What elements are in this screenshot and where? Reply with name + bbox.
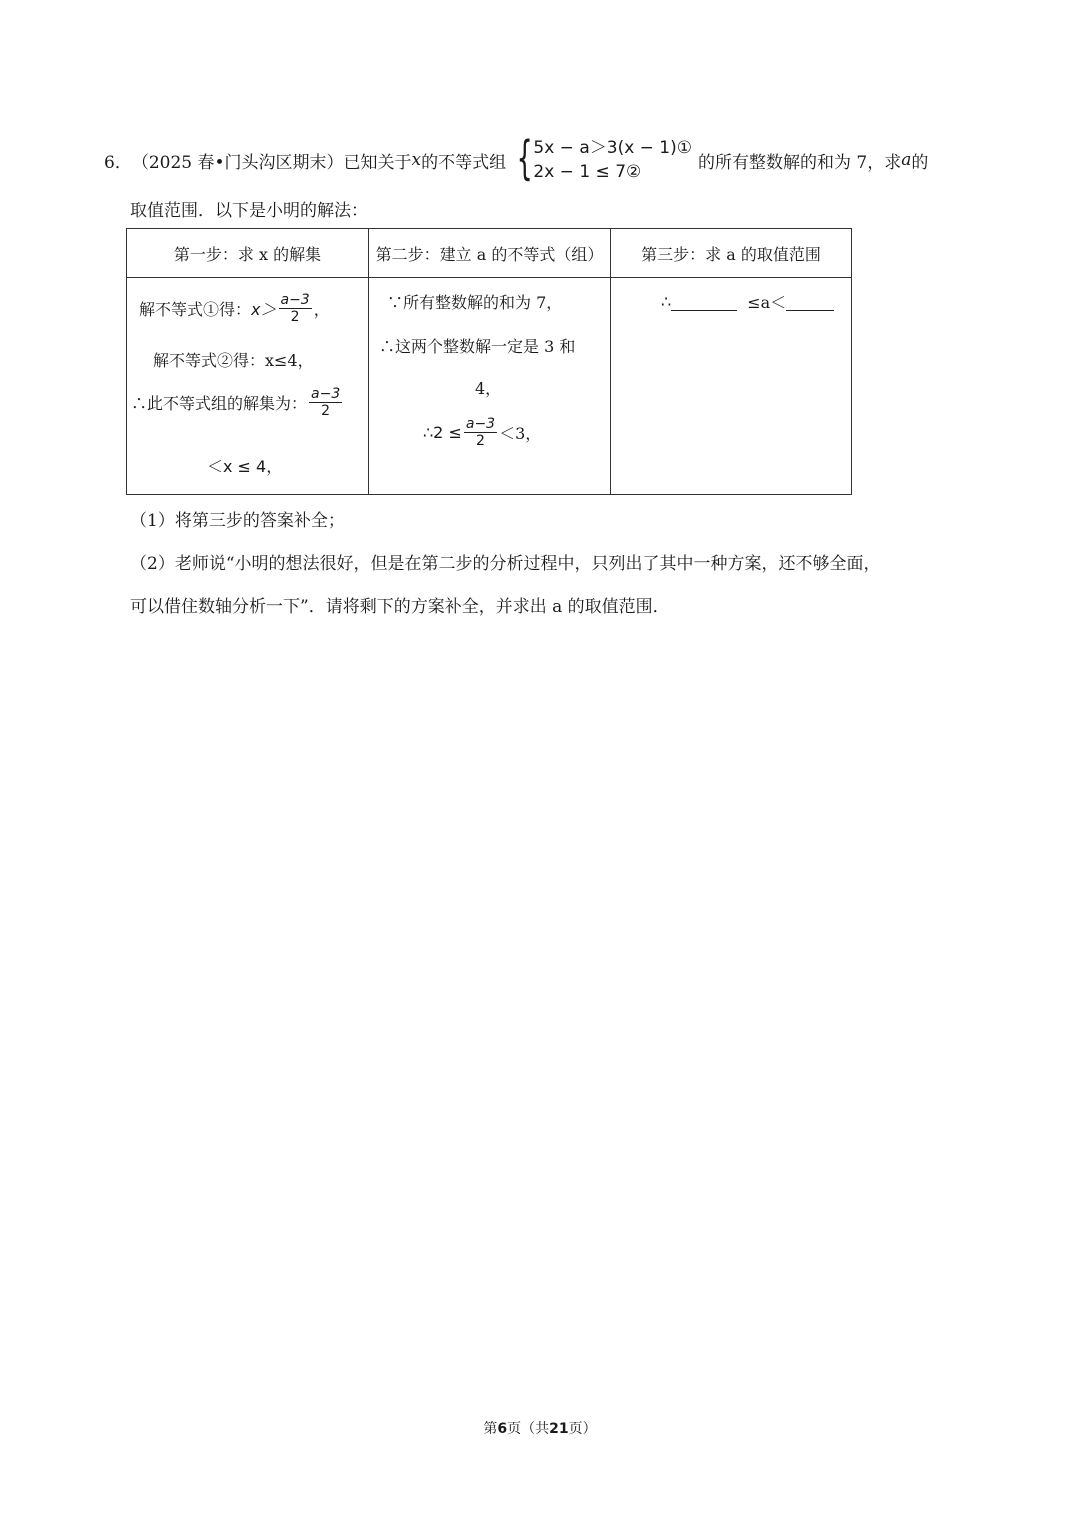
step-1-cell [127,278,369,495]
question-intro: 已知关于 [343,152,412,173]
variable-x: x [411,150,422,170]
fraction: $\frac{a-3}{2}$ [280,292,310,325]
question-after-tail: 的 [911,152,929,173]
inequality-1: 5x − a＞3(x − 1)① [533,138,693,158]
step-3-cell [611,278,852,495]
solution-table [126,228,852,495]
step1-line-2: 解不等式②得：x≤4， [153,351,314,370]
step1-line-4: ＜x ≤ 4， [207,457,283,476]
header-step-1: 第一步：求 x 的解集 [127,229,369,278]
variable-a: a [901,150,912,170]
inequality-system [510,131,693,185]
table-header-row [127,229,852,278]
fraction: $\frac{a-3}{2}$ [465,416,496,449]
step2-line-3: 4， [475,379,502,398]
total-pages: 21 [549,1421,569,1437]
inequality-2: 2x − 1 ≤ 7② [533,162,642,182]
page-footer: 第6页（共21页） [483,1421,597,1437]
table-body-row [127,278,852,495]
step2-line-2: ∴这两个整数解一定是 3 和 [379,337,576,356]
step1-line-1: 解不等式①得： x＞ $\frac{a-3}{2}$ ， [139,292,330,325]
header-step-3: 第三步：求 a 的取值范围 [611,229,852,278]
step2-line-1: ∵所有整数解的和为 7， [387,293,563,312]
subquestion-2-line-1: （2）老师说“小明的想法很好，但是在第二步的分析过程中，只列出了其中一种方案，还不够全面， [130,554,881,574]
question-line-1 [104,131,929,186]
question-after: 的所有整数解的和为 7，求 [698,152,902,173]
step2-line-4: ∴2 ≤ $\frac{a-3}{2}$ ＜3， [423,416,542,449]
question-source: （2025 春•门头沟区期末） [131,152,344,173]
current-page-number: 6 [497,1421,508,1437]
question-number: 6． [104,152,132,173]
subquestion-1: （1）将第三步的答案补全； [130,511,345,531]
answer-blank-lower[interactable] [671,292,737,311]
header-step-2: 第二步：建立 a 的不等式（组） [369,229,611,278]
step3-answer-line: ∴ ≤a＜ [661,290,834,313]
subquestion-2-line-2: 可以借住数轴分析一下”．请将剩下的方案补全，并求出 a 的取值范围． [130,597,670,617]
step-2-cell [369,278,611,495]
answer-blank-upper[interactable] [786,292,834,311]
left-brace-icon: { [516,131,533,185]
step1-line-3: ∴此不等式组的解集为： $\frac{a-3}{2}$ [131,386,341,419]
question-line-2: 取值范围．以下是小明的解法： [130,201,368,221]
fraction: $\frac{a-3}{2}$ [311,386,341,419]
question-intro-tail: 的不等式组 [421,152,507,173]
